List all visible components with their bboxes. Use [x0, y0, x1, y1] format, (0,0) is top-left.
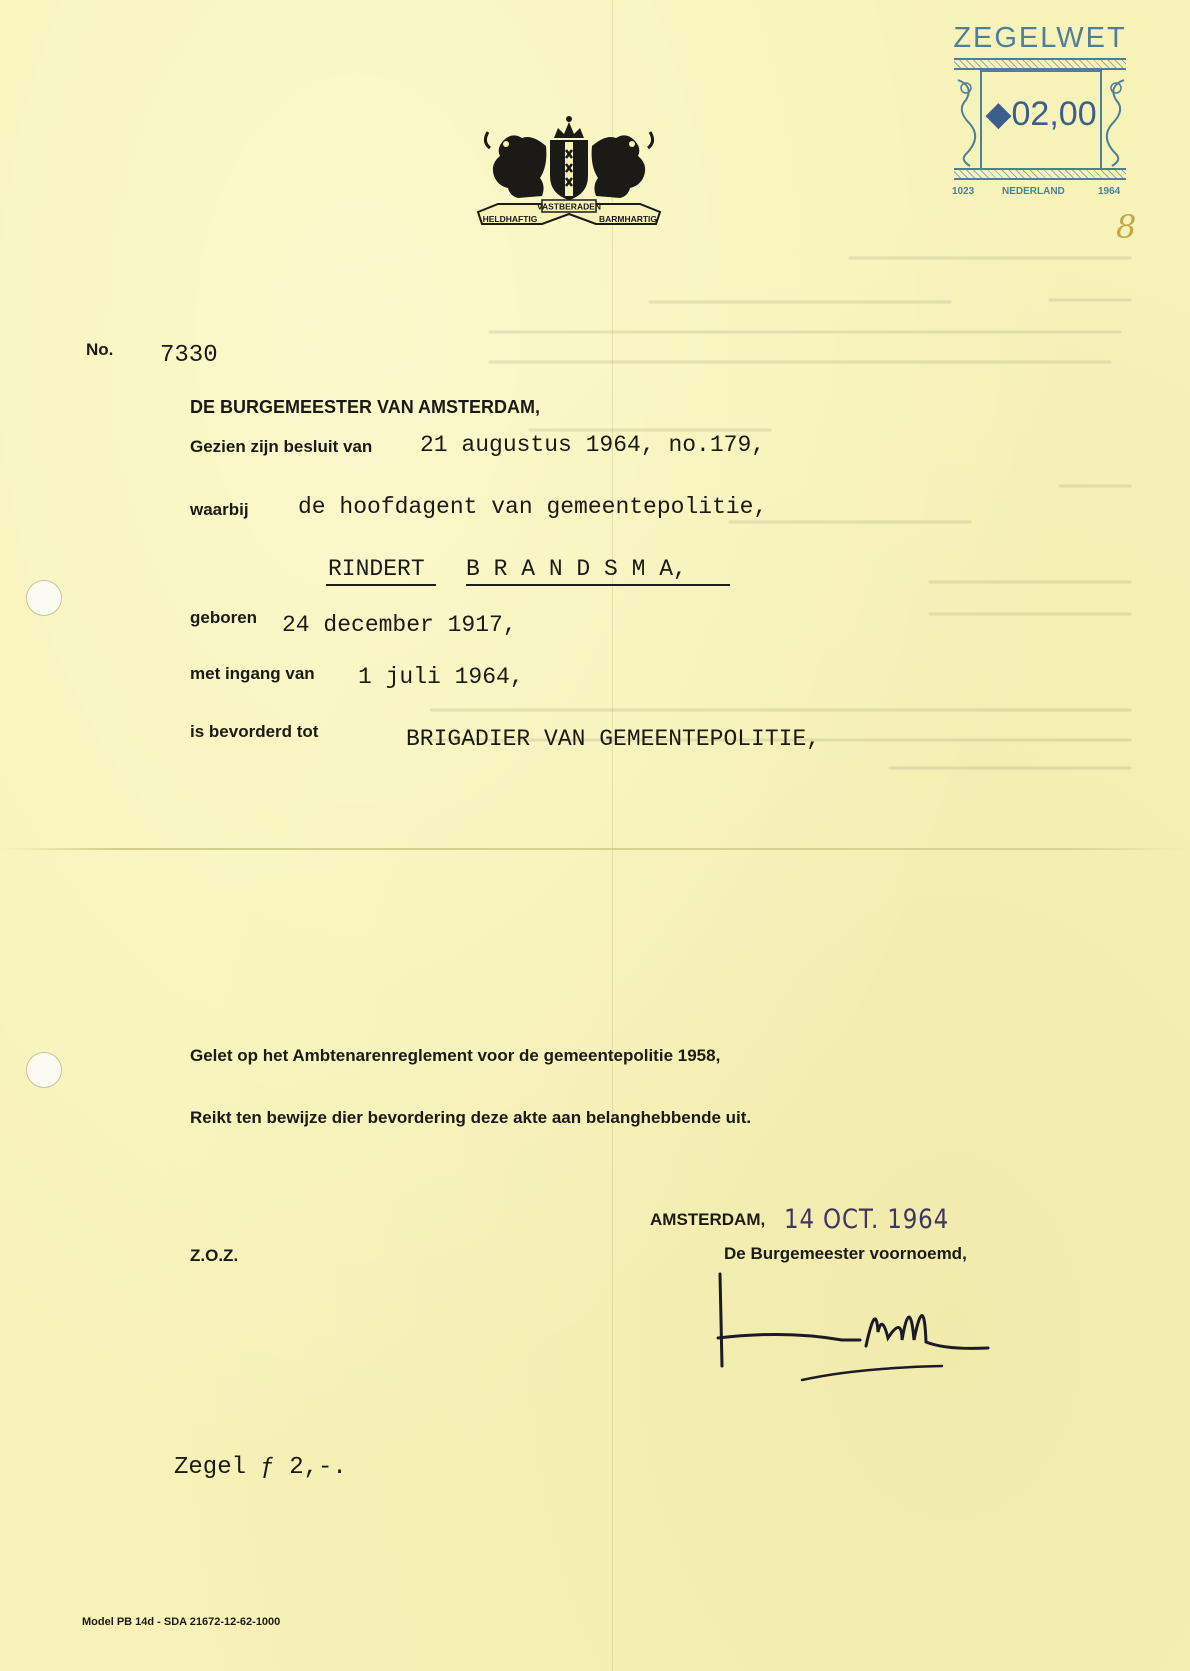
gezien-value: 21 augustus 1964, no.179,: [420, 432, 766, 458]
stamp-title: ZEGELWET: [953, 22, 1127, 54]
motto-top: VASTBERADEN: [536, 201, 602, 212]
revenue-stamp: [950, 22, 1130, 198]
pencil-mark: 8: [1116, 208, 1137, 246]
zegel-text: Zegel ƒ 2,-.: [174, 1454, 347, 1481]
stamp-border: [954, 168, 1126, 180]
ingang-label: met ingang van: [190, 664, 315, 683]
fold-line: [0, 848, 1190, 850]
number-label: No.: [86, 340, 114, 359]
name-underline: [326, 584, 436, 586]
zoz-label: Z.O.Z.: [190, 1246, 239, 1265]
date-stamp: 14 OCT. 1964: [784, 1204, 950, 1235]
place-label: AMSTERDAM,: [650, 1210, 766, 1229]
waarbij-value: de hoofdagent van gemeentepolitie,: [298, 494, 768, 520]
person-last-name: B R A N D S M A,: [466, 556, 687, 582]
gezien-label: Gezien zijn besluit van: [190, 437, 373, 456]
stamp-border: [954, 58, 1126, 70]
gelet-text: Gelet op het Ambtenarenreglement voor de gemeentepolitie 1958,: [190, 1046, 721, 1065]
person-first-name: RINDERT: [328, 556, 425, 582]
amsterdam-coat-of-arms-icon: [476, 112, 662, 228]
document-heading: DE BURGEMEESTER VAN AMSTERDAM,: [190, 397, 541, 417]
signature: [706, 1254, 1006, 1394]
lion-ornament-icon: [952, 72, 980, 168]
stamp-value: ◆02,00: [985, 95, 1097, 133]
reikt-text: Reikt ten bewijze dier bevordering deze akte aan belanghebbende uit.: [190, 1108, 752, 1127]
footer-model: Model PB 14d - SDA 21672-12-62-1000: [82, 1616, 281, 1628]
waarbij-label: waarbij: [190, 500, 249, 519]
geboren-value: 24 december 1917,: [282, 612, 517, 638]
lion-ornament-icon: [1102, 72, 1130, 168]
punch-hole: [26, 1052, 62, 1088]
motto-left: HELDHAFTIG: [482, 214, 538, 224]
motto-right: BARMHARTIG: [598, 214, 658, 224]
bevorderd-label: is bevorderd tot: [190, 722, 319, 741]
stamp-code: 1023: [952, 186, 975, 197]
stamp-year: 1964: [1098, 186, 1121, 197]
ingang-value: 1 juli 1964,: [358, 664, 524, 690]
punch-hole: [26, 580, 62, 616]
bevorderd-value: BRIGADIER VAN GEMEENTEPOLITIE,: [406, 726, 821, 752]
number-value: 7330: [160, 342, 218, 369]
geboren-label: geboren: [190, 608, 258, 627]
signatory-label: De Burgemeester voornoemd,: [724, 1244, 967, 1263]
name-underline: [466, 584, 730, 586]
stamp-country: NEDERLAND: [1002, 186, 1065, 197]
